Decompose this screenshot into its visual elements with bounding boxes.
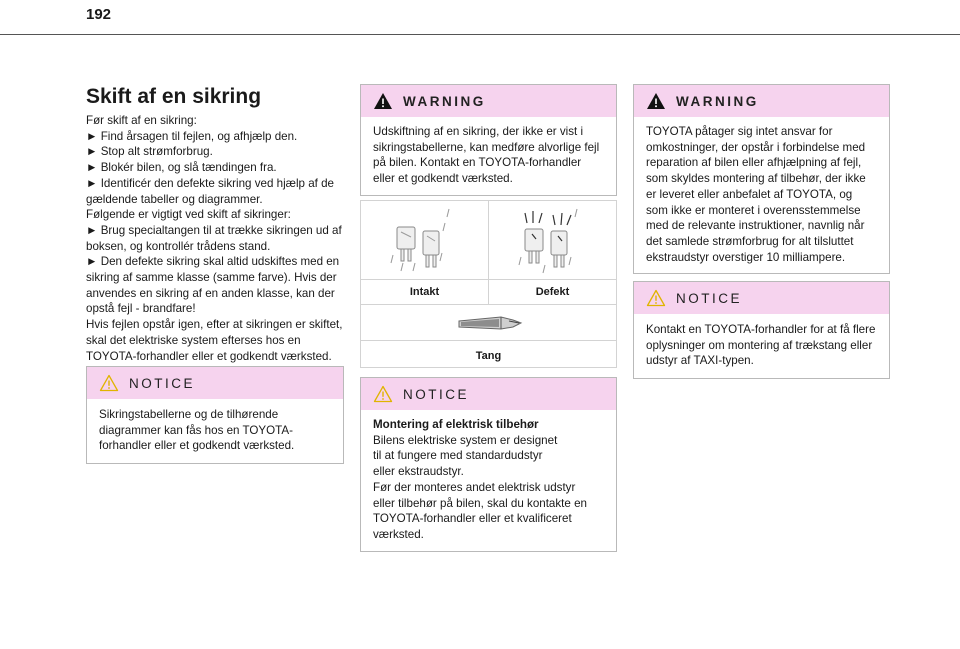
fuse-intact-cell <box>361 201 489 304</box>
warning-text: TOYOTA påtager sig intet ansvar for omkostninger, der opstår i forbindelse med reparation af bilen eller afhjælpning af fejl, som skyldes montering af tilbehør, der ikke er leveret eller anbefalet af TOYOTA, og som ikke er monteret i overensstemmelse med de relevante instruktioner, navnlig når det samlede strømforbrug for alt tilsluttet ekstraudstyr overstiger 10 milliampere. <box>646 125 866 264</box>
body-line: Hvis fejlen opstår igen, efter at sikringen er skiftet, skal det elektriske system efterses hos en TOYOTA-forhandler eller et godkendt værksted. <box>86 318 343 363</box>
body-line: ► Find årsagen til fejlen, og afhjælp den. <box>86 129 298 143</box>
notice-text: Bilens elektriske system er designet til at fungere med standardudstyr eller ekstraudstyr. <box>373 433 558 479</box>
notice-box-3 <box>633 281 890 379</box>
tool-caption: Tang <box>475 350 502 362</box>
warning-triangle-icon <box>646 92 666 110</box>
defect-fuse-icon <box>511 205 595 275</box>
notice-text: Sikringstabellerne og de tilhørende diagrammer kan fås hos en TOYOTA-forhandler eller et godkendt værksted. <box>99 408 295 453</box>
notice-triangle-icon <box>373 385 393 403</box>
warning-label: WARNING <box>676 93 759 109</box>
header-rule <box>0 34 960 35</box>
notice-box-1 <box>86 366 344 464</box>
body-line: Følgende er vigtigt ved skift af sikringer: <box>86 208 291 222</box>
fuse-defect-cell <box>489 201 616 304</box>
page-number: 192 <box>86 6 112 23</box>
intact-fuse-icon <box>383 205 467 275</box>
warning-header <box>634 85 889 117</box>
fuse-tool-cell <box>361 305 616 367</box>
notice-box-2 <box>360 377 617 552</box>
body-line: Før skift af en sikring: <box>86 114 197 127</box>
notice-label: NOTICE <box>403 386 470 402</box>
defect-caption: Defekt <box>535 286 570 298</box>
notice-header <box>87 367 343 399</box>
warning-text: Udskiftning af en sikring, der ikke er vist i sikringstabellerne, kan medføre alvorlige fejl på bilen. Kontakt en TOYOTA-forhandler eller et godkendt værksted. <box>373 125 600 186</box>
notice-text: Kontakt en TOYOTA-forhandler for at få flere oplysninger om montering af trækstang eller udstyr af TAXI-typen. <box>646 323 876 368</box>
notice-label: NOTICE <box>129 375 196 391</box>
warning-box-2 <box>633 84 890 274</box>
fuse-puller-tool-icon <box>457 311 523 337</box>
main-body-text <box>86 113 344 364</box>
notice-text: Før der monteres andet elektrisk udstyr eller tilbehør på bilen, skal du kontakte en TOYOTA-forhandler eller et kvalificeret værksted. <box>373 480 587 541</box>
notice-triangle-icon <box>99 374 119 392</box>
notice-triangle-icon <box>646 289 666 307</box>
body-line: ► Brug specialtangen til at trække sikringen ud af boksen, og kontrollér trådens stand. <box>86 223 342 253</box>
fuse-figure <box>360 200 617 368</box>
body-line: ► Stop alt strømforbrug. <box>86 145 213 159</box>
notice-heading: Montering af elektrisk tilbehør <box>373 418 539 431</box>
warning-header <box>361 85 616 117</box>
notice-header <box>634 282 889 314</box>
body-line: ► Identificér den defekte sikring ved hjælp af de gældende tabeller og diagrammer. <box>86 176 334 206</box>
warning-triangle-icon <box>373 92 393 110</box>
notice-header <box>361 378 616 410</box>
warning-box-1 <box>360 84 617 196</box>
warning-label: WARNING <box>403 93 486 109</box>
intact-caption: Intakt <box>409 286 440 298</box>
body-line: ► Blokér bilen, og slå tændingen fra. <box>86 161 277 175</box>
body-line: ► Den defekte sikring skal altid udskiftes med en sikring af samme klasse (samme farve). Hvis der anvendes en sikring af en anden klasse, kan der opstå fejl - brandfare! <box>86 255 340 316</box>
notice-label: NOTICE <box>676 290 743 306</box>
page-title: Skift af en sikring <box>86 85 262 108</box>
